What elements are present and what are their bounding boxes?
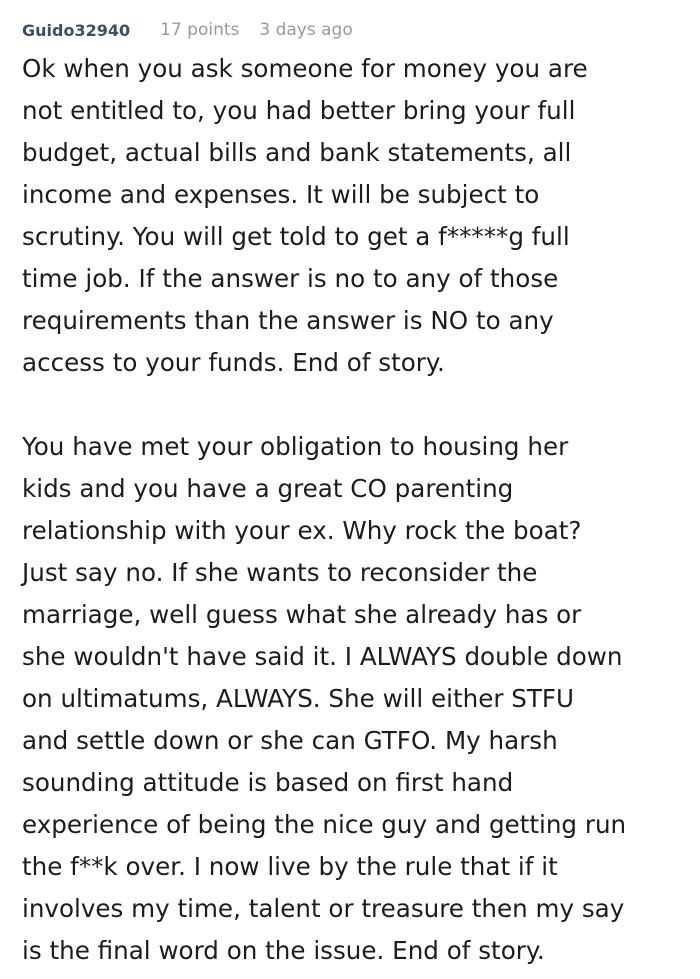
comment-meta bbox=[22, 0, 684, 52]
comment-timestamp: 3 days ago bbox=[259, 20, 353, 40]
comment-paragraph: Ok when you ask someone for money you are not entitled to, you had better bring your full budget, actual bills and bank statements, all income and expenses. It will be subject to scrutiny. You will get told to get a f*****g full time job. If the answer is no to any of those requirements than the answer is NO to any access to your funds. End of story. bbox=[22, 54, 588, 377]
comment-body bbox=[22, 48, 684, 972]
author-link[interactable]: Guido32940 bbox=[22, 20, 131, 40]
comment bbox=[22, 0, 684, 972]
comment-paragraph: You have met your obligation to housing her kids and you have a great CO parenting relationship with your ex. Why rock the boat? Just say no. If she wants to reconsider the marriage, well guess what she already has or she wouldn't have said it. I ALWAYS double down on ultimatums, ALWAYS. She will either STFU and settle down or she can GTFO. My harsh sounding attitude is based on first hand experience of being the nice guy and getting run the f**k over. I now live by the rule that if it involves my time, talent or treasure then my say is the final word on the issue. End of story. bbox=[22, 432, 627, 965]
points-count: 17 points bbox=[160, 20, 240, 40]
